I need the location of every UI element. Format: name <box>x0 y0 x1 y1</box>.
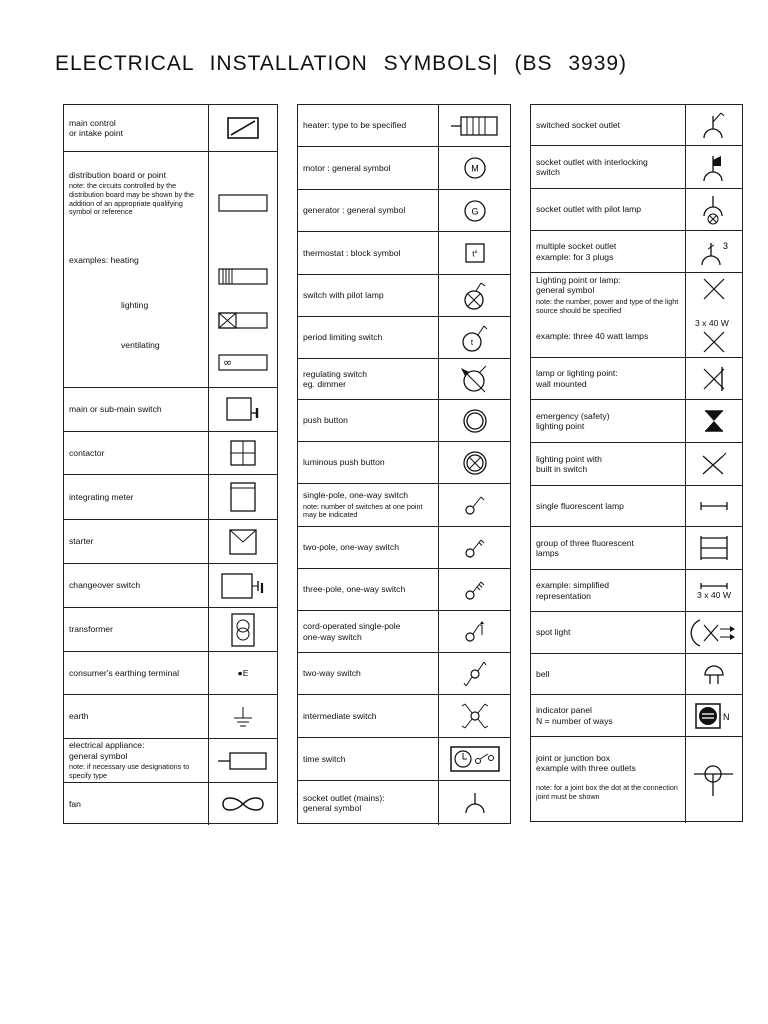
table-row <box>531 443 742 486</box>
table-row <box>298 527 510 569</box>
time-switch-label: time switch <box>303 753 346 764</box>
switched-socket-label: switched socket outlet <box>536 119 621 130</box>
table-row <box>64 520 277 564</box>
spot-light-symbol <box>686 612 742 653</box>
period-letter: t <box>470 337 473 347</box>
table-row <box>64 695 277 739</box>
heater-symbol <box>439 105 510 146</box>
junction-box-symbol <box>686 737 742 823</box>
symbol-table-3 <box>530 104 743 822</box>
push-button-label: push button <box>303 415 348 426</box>
thermostat-letter: t° <box>471 249 478 259</box>
electrical-appliance-symbol <box>209 739 277 782</box>
period-limiting-switch-symbol <box>439 317 510 358</box>
lighting-example-label: example: three 40 watt lamps <box>536 331 649 342</box>
page-title: ELECTRICAL INSTALLATION SYMBOLS| (BS 3939) <box>55 52 628 75</box>
luminous-push-button-label: luminous push button <box>303 457 385 468</box>
simplified-rating: 3 x 40 W <box>697 589 731 600</box>
lighting-point-label: Lighting point or lamp: general symbol <box>536 275 621 296</box>
emergency-lighting-symbol <box>686 400 742 442</box>
earthing-terminal-label: consumer's earthing terminal <box>69 667 180 678</box>
lighting-switch-symbol <box>686 443 742 485</box>
single-pole-switch-symbol <box>439 484 510 526</box>
table-row <box>64 783 277 825</box>
intermediate-switch-label: intermediate switch <box>303 710 377 721</box>
integrating-meter-symbol <box>209 475 277 519</box>
earth-label: earth <box>69 711 89 722</box>
contactor-symbol <box>209 432 277 474</box>
table-row <box>64 475 277 520</box>
table-row <box>298 275 510 317</box>
single-fluorescent-symbol <box>686 486 742 526</box>
symbol-table-2 <box>297 104 511 824</box>
earth-symbol <box>209 695 277 738</box>
lighting-point-note: note: the number, power and type of the light source should be specified <box>536 296 679 315</box>
three-fluorescent-symbol <box>686 527 742 569</box>
table-row <box>298 569 510 611</box>
table-row <box>531 695 742 737</box>
switched-socket-symbol <box>686 105 742 145</box>
fan-label: fan <box>69 798 81 809</box>
table-row <box>531 570 742 612</box>
electrical-appliance-label: electrical appliance: general symbol <box>69 740 145 761</box>
main-control-symbol <box>209 105 277 151</box>
table-row <box>531 358 742 400</box>
period-limiting-switch-label: period limiting switch <box>303 332 383 343</box>
fan-symbol <box>209 783 277 825</box>
lighting-switch-label: lighting point with built in switch <box>536 453 602 474</box>
table-row <box>64 432 277 475</box>
table-row <box>64 388 277 432</box>
table-row <box>298 738 510 781</box>
cord-switch-label: cord-operated single-pole one-way switch <box>303 621 401 642</box>
junction-box-label: joint or junction box example with three outlets <box>536 753 636 774</box>
switch-pilot-lamp-label: switch with pilot lamp <box>303 290 384 301</box>
ventilating-label: ventilating <box>121 340 160 351</box>
motor-symbol <box>439 147 510 189</box>
generator-symbol <box>439 190 510 231</box>
interlocking-socket-label: socket outlet with interlocking switch <box>536 156 648 177</box>
table-row <box>298 105 510 147</box>
bell-label: bell <box>536 668 550 679</box>
time-switch-symbol <box>439 738 510 780</box>
table-row <box>531 737 742 823</box>
integrating-meter-label: integrating meter <box>69 491 134 502</box>
socket-outlet-symbol <box>439 781 510 825</box>
three-fluorescent-label: group of three fluorescent lamps <box>536 537 634 558</box>
main-control-label: main control or intake point <box>69 117 123 138</box>
distribution-board-note: note: the circuits controlled by the distribution board may be shown by the addition of an appropriate qualifying symbol or reference <box>69 181 195 217</box>
two-way-switch-label: two-way switch <box>303 668 361 679</box>
regulating-switch-symbol <box>439 359 510 399</box>
starter-symbol <box>209 520 277 563</box>
emergency-lighting-label: emergency (safety) lighting point <box>536 410 610 431</box>
three-pole-switch-label: three-pole, one-way switch <box>303 584 406 595</box>
single-fluorescent-label: single fluorescent lamp <box>536 500 624 511</box>
spot-light-label: spot light <box>536 627 571 638</box>
transformer-label: transformer <box>69 624 113 635</box>
thermostat-symbol <box>439 232 510 274</box>
table-row <box>298 695 510 738</box>
table-row <box>531 400 742 443</box>
table-row <box>531 273 742 358</box>
table-row <box>298 232 510 275</box>
single-pole-switch-label: single-pole, one-way switch <box>303 490 409 501</box>
changeover-switch-label: changeover switch <box>69 580 141 591</box>
wall-lamp-symbol <box>686 358 742 399</box>
two-pole-switch-label: two-pole, one-way switch <box>303 542 400 553</box>
table-row <box>531 654 742 695</box>
luminous-push-button-symbol <box>439 442 510 483</box>
table-row <box>531 189 742 231</box>
pilot-lamp-socket-symbol <box>686 189 742 230</box>
table-row <box>531 527 742 570</box>
contactor-label: contactor <box>69 447 105 458</box>
cord-switch-symbol <box>439 611 510 652</box>
table-row <box>531 105 742 146</box>
heater-label: heater: type to be specified <box>303 120 407 131</box>
indicator-panel-label: indicator panel N = number of ways <box>536 705 613 726</box>
table-row <box>531 486 742 527</box>
bell-symbol <box>686 654 742 694</box>
simplified-symbol <box>700 582 728 590</box>
single-pole-note: note: number of switches at one point may be indicated <box>303 501 423 520</box>
push-button-symbol <box>439 400 510 441</box>
table-row <box>64 152 277 388</box>
indicator-letter: N <box>723 711 730 722</box>
two-pole-switch-symbol <box>439 527 510 568</box>
table-row <box>298 147 510 190</box>
table-row <box>531 612 742 654</box>
multiple-socket-label: multiple socket outlet example: for 3 plugs <box>536 241 617 262</box>
table-row <box>531 231 742 273</box>
transformer-symbol <box>209 608 277 651</box>
table-row <box>298 781 510 825</box>
table-row <box>531 146 742 189</box>
motor-label: motor : general symbol <box>303 162 391 173</box>
electrical-appliance-note: note: if necessary use designations to specify type <box>69 762 190 780</box>
indicator-panel-symbol <box>686 695 742 736</box>
table-row <box>64 652 277 695</box>
distribution-board-label: distribution board or point <box>69 170 166 180</box>
table-row <box>298 653 510 695</box>
intermediate-switch-symbol <box>439 695 510 737</box>
table-row <box>64 739 277 783</box>
earthing-terminal-symbol: ●E <box>237 668 249 678</box>
three-pole-switch-symbol <box>439 569 510 610</box>
starter-label: starter <box>69 536 94 547</box>
switch-pilot-lamp-symbol <box>439 275 510 316</box>
table-row <box>298 359 510 400</box>
distribution-board-symbol <box>209 152 279 388</box>
socket-outlet-label: socket outlet (mains): general symbol <box>303 792 385 813</box>
table-row <box>298 317 510 359</box>
lighting-example-rating: 3 x 40 W <box>695 318 729 328</box>
table-row <box>64 608 277 652</box>
changeover-switch-symbol <box>209 564 277 607</box>
table-row <box>298 611 510 653</box>
interlocking-socket-symbol <box>686 146 742 188</box>
multiple-socket-number: 3 <box>723 240 729 251</box>
table-row <box>64 564 277 608</box>
multiple-socket-symbol <box>686 231 742 272</box>
lighting-label: lighting <box>121 299 149 310</box>
two-way-switch-symbol <box>439 653 510 694</box>
lighting-point-symbol <box>686 273 742 358</box>
examples-heating-label: examples: heating <box>69 255 139 266</box>
junction-box-note: note: for a joint box the dot at the connection joint must be shown <box>536 782 678 801</box>
generator-label: generator : general symbol <box>303 205 406 216</box>
generator-letter: G <box>470 206 479 216</box>
regulating-switch-label: regulating switch eg. dimmer <box>303 368 368 389</box>
wall-lamp-label: lamp or lighting point: wall mounted <box>536 368 618 389</box>
thermostat-label: thermostat : block symbol <box>303 247 401 258</box>
table-row <box>298 442 510 484</box>
simplified-label: example: simplified representation <box>536 580 610 601</box>
main-switch-symbol <box>209 388 277 431</box>
table-row <box>298 400 510 442</box>
table-row <box>298 190 510 232</box>
table-row <box>64 105 277 152</box>
main-switch-label: main or sub-main switch <box>69 404 162 415</box>
motor-letter: M <box>470 163 479 174</box>
table-row <box>298 484 510 527</box>
symbol-table-1 <box>63 104 278 824</box>
pilot-lamp-socket-label: socket outlet with pilot lamp <box>536 204 642 215</box>
svg-text:∞: ∞ <box>223 356 233 369</box>
